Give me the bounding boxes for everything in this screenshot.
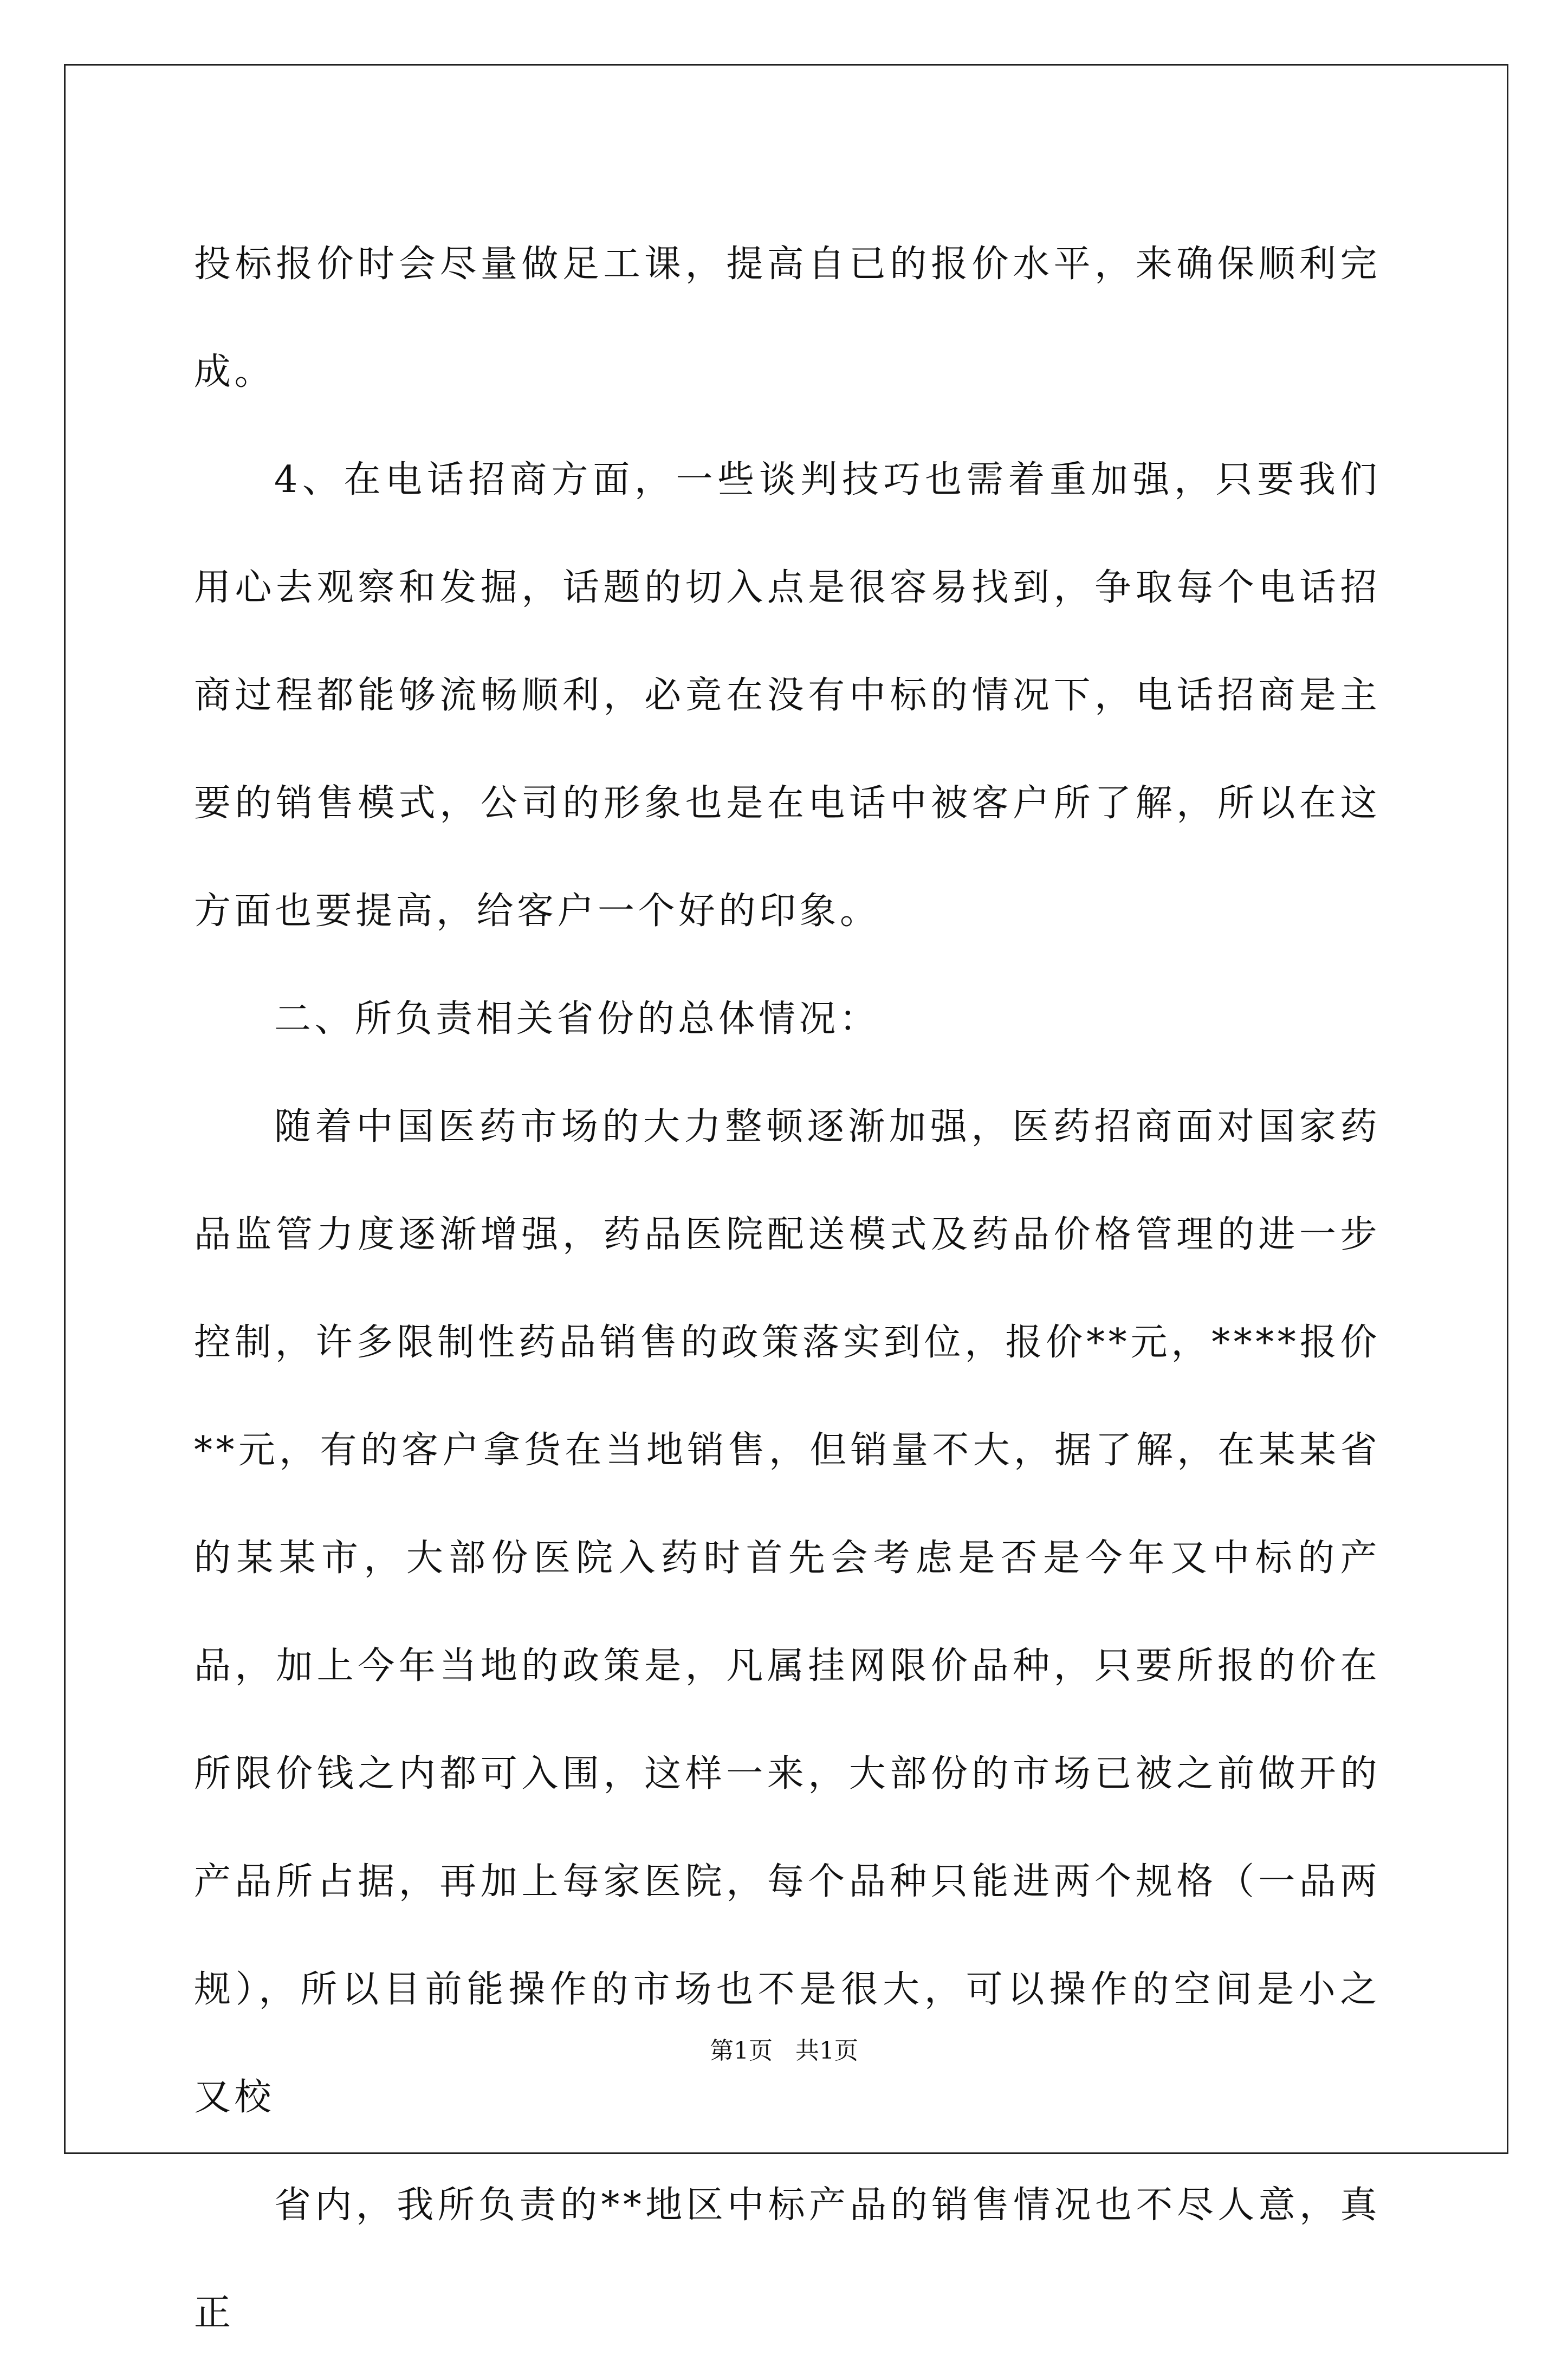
paragraph-market-situation: 随着中国医药市场的大力整顿逐渐加强，医药招商面对国家药品监管力度逐渐增强，药品医院配送模式及药品价格管理的进一步控制，许多限制性药品销售的政策落实到位，报价**元，****报价**元，有的客户拿货在当地销售，但销量不大，据了解，在某某省的某某市，大部份医院入药时首先会考虑是否是今年又中标的产品，加上今年当地的政策是，凡属挂网限价品种，只要所报的价在所限价钱之内都可入围，这样一来，大部份的市场已被之前做开的产品所占据，再加上每家医院，每个品种只能进两个规格（一品两规），所以目前能操作的市场也不是很大，可以操作的空间是小之又校 (194, 1105, 1381, 2119)
page-footer (0, 2035, 1568, 2067)
paragraph-phone-sales: 4、在电话招商方面，一些谈判技巧也需着重加强，只要我们用心去观察和发掘，话题的切入点是很容易找到，争取每个电话招商过程都能够流畅顺利，必竟在没有中标的情况下，电话招商是主要的销售模式，公司的形象也是在电话中被客户所了解，所以在这方面也要提高，给客户一个好的印象。 (194, 458, 1381, 933)
section-heading-provinces: 二、所负责相关省份的总体情况： (274, 998, 880, 1040)
page-total: 共1页 (795, 2037, 858, 2065)
paragraph-continuation: 投标报价时会尽量做足工课，提高自已的报价水平，来确保顺利完成。 (194, 243, 1381, 393)
paragraph-province-sales: 省内，我所负责的**地区中标产品的销售情况也不尽人意，真正 (194, 2184, 1381, 2334)
page-number: 第1页 (710, 2037, 773, 2065)
